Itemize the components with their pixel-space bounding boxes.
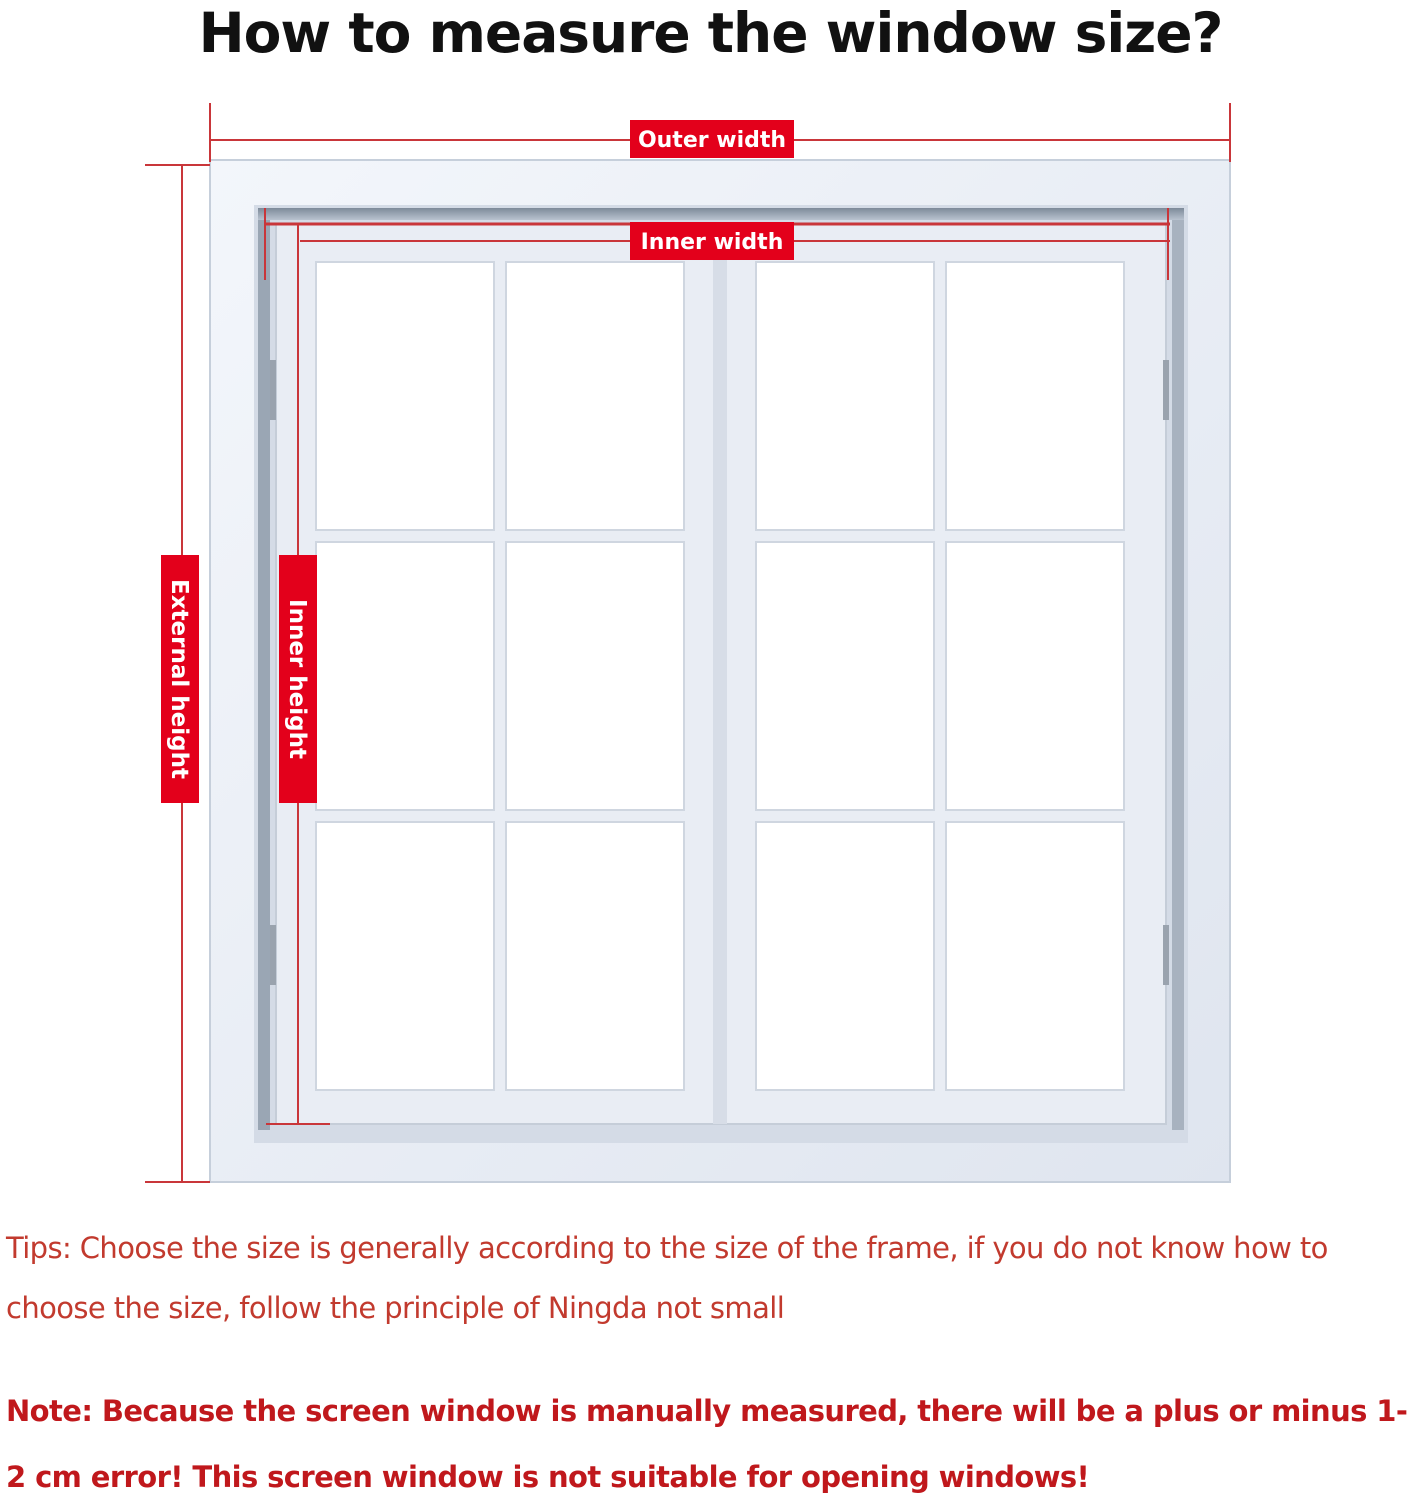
tips-text: Tips: Choose the size is generally according to the size of the frame, if you do not know how to choose the size, follow the principle of Ningda not small [6,1231,1328,1325]
outer-width-label: Outer width [637,128,787,153]
inner-height-tag [279,555,317,803]
note-text: Note: Because the screen window is manually measured, there will be a plus or minus 1-2 cm error! This screen window is not suitable for opening windows! [6,1394,1408,1494]
external-height-label: External height [166,579,192,779]
outer-width-tag [630,120,794,158]
page-title: How to measure the window size? [198,1,1223,65]
inner-height-label: Inner height [284,599,310,759]
inner-width-label: Inner width [640,230,784,255]
inner-width-tag [630,222,794,260]
external-height-tag [161,555,199,803]
